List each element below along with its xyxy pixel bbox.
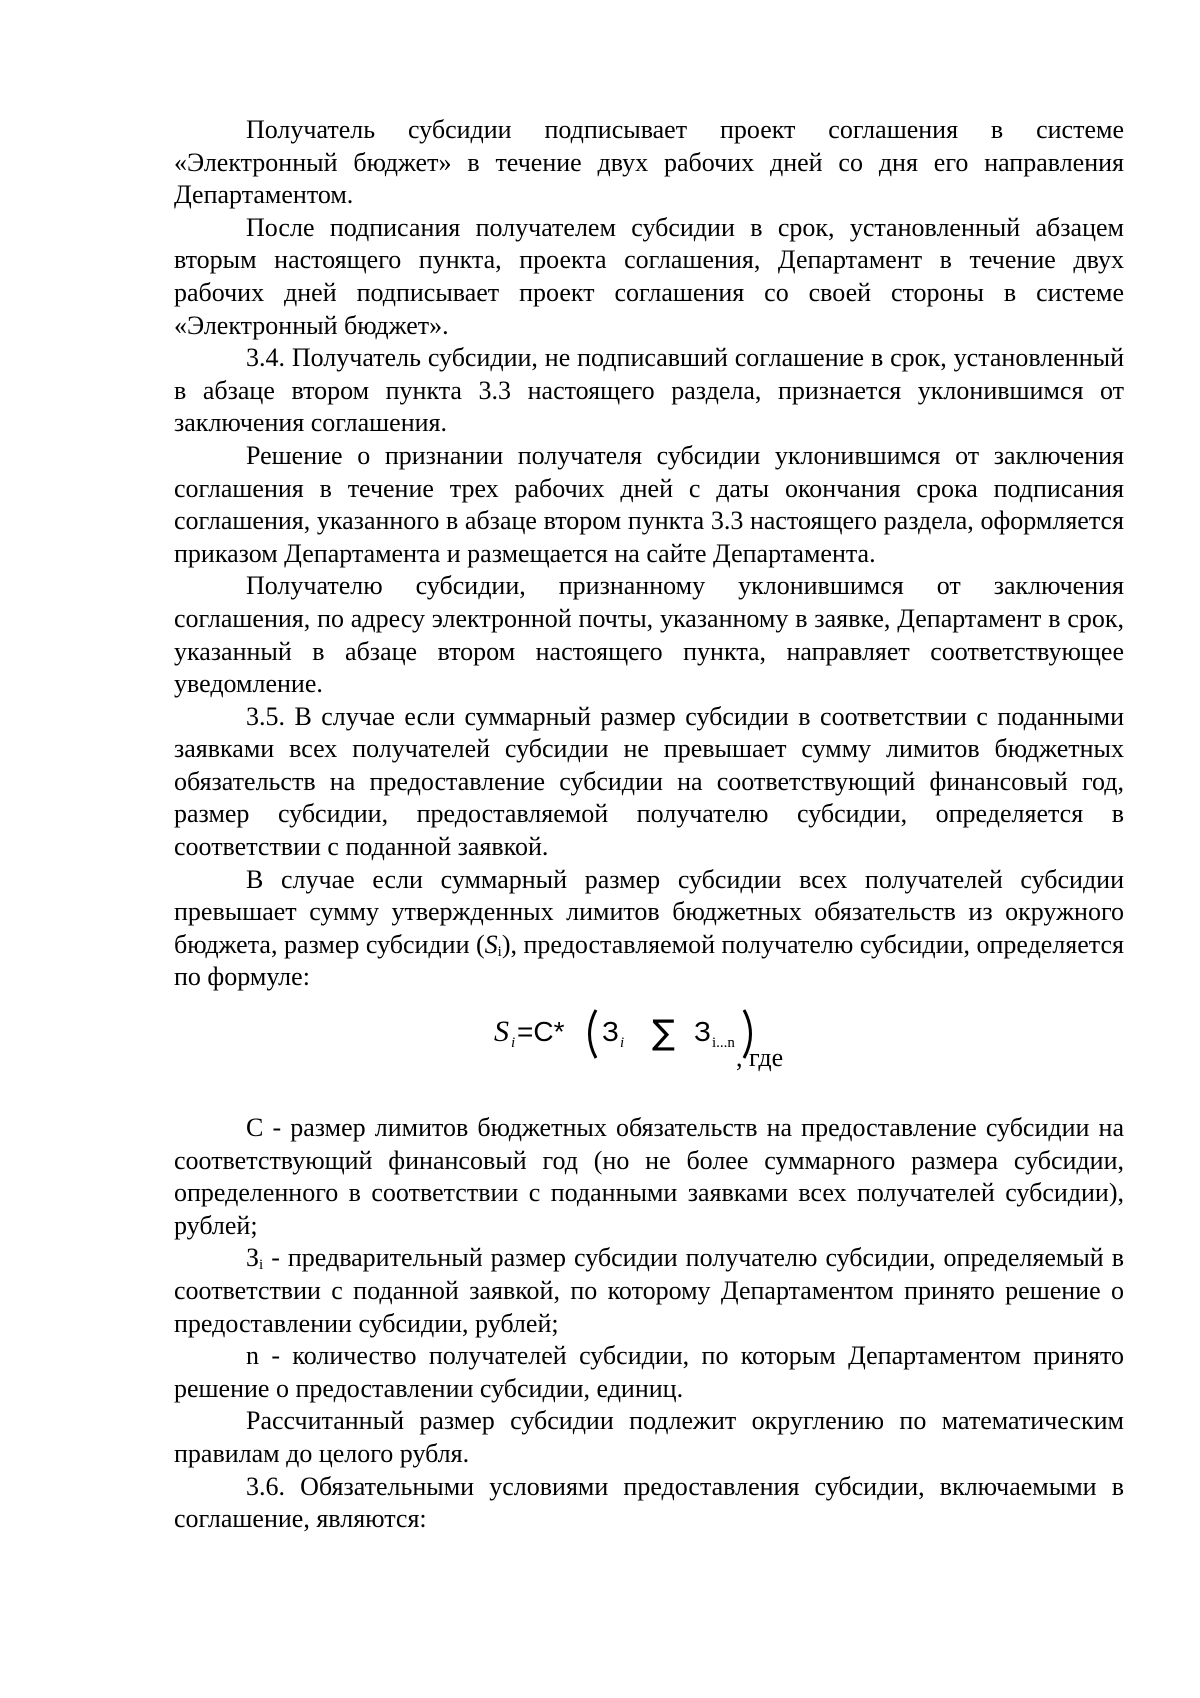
paragraph-notification: Получателю субсидии, признанному уклонившимся от заключения соглашения, по адресу электронной почты, указанному в заявке, Департамент в срок, указанный в абзаце втором настоящего пункта, направляет соответствующее уведомление. — [174, 571, 1124, 699]
formula-lhs-sub: i — [511, 1035, 516, 1052]
paragraph-rounding: Рассчитанный размер субсидии подлежит округлению по математическим правилам до целого рубля. — [174, 1406, 1124, 1468]
formula-left-paren — [590, 1010, 597, 1058]
document-body — [174, 114, 1124, 1536]
paragraph-evasion-decision: Решение о признании получателя субсидии уклонившимся от заключения соглашения в течение трех рабочих дней с даты окончания срока подписания соглашения, указанного в абзаце втором пункта 3.3 настоящего раздела, оформляется приказом Департамента и размещается на сайте Департамента. — [174, 440, 1124, 568]
formula-block — [174, 994, 1124, 1082]
definition-z-symbol: З — [246, 1243, 260, 1273]
paragraph-formula-intro — [174, 864, 1124, 994]
formula-equals-c: =C* — [517, 1016, 565, 1048]
formula-intro-symbol: S — [484, 929, 498, 959]
paragraph-3-4: 3.4. Получатель субсидии, не подписавший соглашение в срок, установленный в абзаце втором пункта 3.3 настоящего раздела, признается уклонившимся от заключения соглашения. — [174, 343, 1124, 438]
formula-where: , где — [736, 1043, 784, 1073]
paragraph-3-5: 3.5. В случае если суммарный размер субсидии в соответствии с поданными заявками всех получателей субсидии не превышает сумму лимитов бюджетных обязательств на предоставление субсидии на соответствующий финансовый год, размер субсидии, предоставляемой получателю субсидии, определяется в соответствии с поданной заявкой. — [174, 701, 1124, 862]
formula-z-sum: З — [694, 1016, 711, 1048]
formula-z-sub: i — [620, 1035, 625, 1052]
definition-z-sub: i — [259, 1257, 264, 1274]
definition-z-text: - предварительный размер субсидии получателю субсидии, определяемый в соответствии с поданной заявкой, по которому Департаментом принято решение о предоставлении субсидии, рублей; — [174, 1243, 1124, 1338]
paragraph-signing: Получатель субсидии подписывает проект соглашения в системе «Электронный бюджет» в течение двух рабочих дней со дня его направления Департаментом. — [174, 115, 1124, 210]
formula-sigma: ∑ — [652, 1013, 675, 1054]
formula-z-sum-sub: i...n — [712, 1035, 735, 1052]
formula-gap — [174, 1082, 1124, 1112]
formula-intro-sub: i — [497, 943, 502, 960]
paragraph-department-signing: После подписания получателем субсидии в срок, установленный абзацем вторым настоящего пункта, проекта соглашения, Департамент в течение двух рабочих дней подписывает проект соглашения со своей стороны в системе «Электронный бюджет». — [174, 212, 1124, 340]
definition-n: n - количество получателей субсидии, по которым Департаментом принято решение о предоставлении субсидии, единиц. — [174, 1341, 1124, 1403]
formula-z: З — [602, 1016, 619, 1048]
paragraph-3-6: 3.6. Обязательными условиями предоставления субсидии, включаемыми в соглашение, являются: — [174, 1471, 1124, 1534]
formula-lhs: S — [494, 1015, 509, 1049]
definition-c: С - размер лимитов бюджетных обязательств на предоставление субсидии на соответствующий финансовый год (но не более суммарного размера субсидии, определенного в соответствии с поданными заявками всех получателей субсидии), рублей; — [174, 1113, 1124, 1240]
formula-intro-before: В случае если суммарный размер субсидии всех получателей субсидии превышает сумму утвержденных лимитов бюджетных обязательств из окружного бюджета, размер субсидии ( — [174, 864, 1124, 959]
formula-intro-after: ), предоставляемой получателю субсидии, определяется по формуле: — [174, 929, 1124, 992]
definition-z — [174, 1242, 1124, 1340]
